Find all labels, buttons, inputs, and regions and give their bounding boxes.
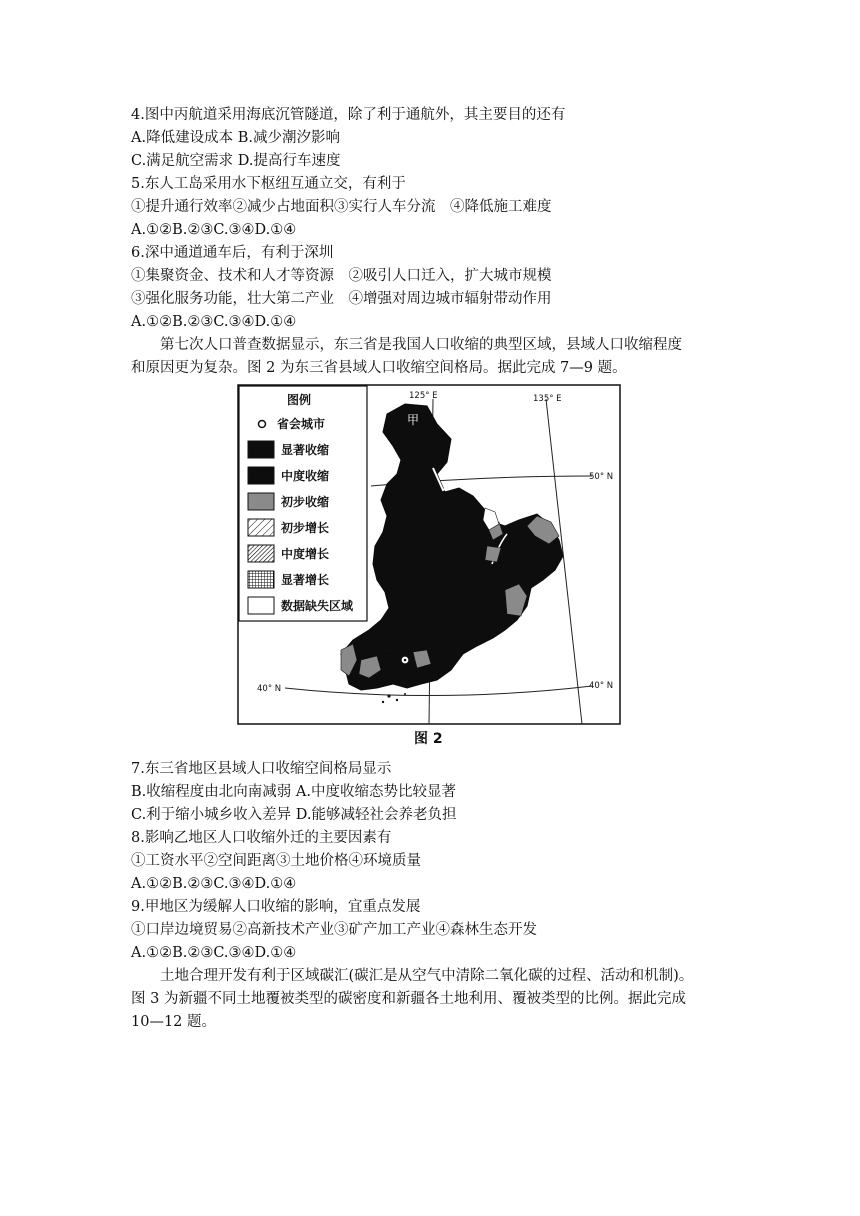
- intro-7-9-line2: 和原因更为复杂。图 2 为东三省县域人口收缩空间格局。据此完成 7—9 题。: [131, 360, 627, 376]
- legend-label-initial-growth: 初步增长: [281, 521, 330, 535]
- legend-label-capital: 省会城市: [277, 417, 326, 431]
- capital-city-marker: [401, 656, 409, 664]
- figure-2-map: [237, 384, 621, 726]
- question-6-options: A.①②B.②③C.③④D.①④: [131, 314, 297, 330]
- intro-7-9-line1: 第七次人口普查数据显示，东三省是我国人口收缩的典型区域，县域人口收缩程度: [160, 337, 682, 353]
- question-9-stem: 9.甲地区为缓解人口收缩的影响，宜重点发展: [131, 899, 421, 915]
- question-4-stem: 4.图中丙航道采用海底沉管隧道，除了利于通航外，其主要目的还有: [131, 107, 566, 123]
- lat-label-40-west: 40° N: [257, 684, 282, 694]
- question-8-stem: 8.影响乙地区人口收缩外迁的主要因素有: [131, 830, 392, 846]
- legend-label-moderate-growth: 中度增长: [281, 547, 330, 561]
- question-9-options: A.①②B.②③C.③④D.①④: [131, 945, 297, 961]
- place-label-jia: 甲: [407, 413, 420, 427]
- lon-label-125: 125° E: [409, 391, 438, 401]
- intro-10-12-line2: 图 3 为新疆不同土地覆被类型的碳密度和新疆各土地利用、覆被类型的比例。据此完成: [131, 991, 686, 1007]
- question-5-stem: 5.东人工岛采用水下枢纽互通立交，有利于: [131, 176, 406, 192]
- question-4-options-ab: A.降低建设成本 B.减少潮汐影响: [131, 130, 340, 146]
- question-8-options: A.①②B.②③C.③④D.①④: [131, 876, 297, 892]
- question-8-statements: ①工资水平②空间距离③土地价格④环境质量: [131, 853, 421, 869]
- intro-10-12-line1: 土地合理开发有利于区域碳汇(碳汇是从空气中清除二氧化碳的过程、活动和机制)。: [160, 968, 694, 984]
- map-svg: [237, 384, 621, 726]
- legend-swatch-initial-growth: [248, 519, 274, 536]
- map-legend: [239, 386, 367, 621]
- question-6-stem: 6.深中通道通车后，有利于深圳: [131, 245, 334, 261]
- legend-swatch-significant-shrink: [248, 441, 274, 458]
- legend-label-significant-shrink: 显著收缩: [281, 443, 330, 457]
- question-6-statements-2: ③强化服务功能，壮大第二产业 ④增强对周边城市辐射带动作用: [131, 291, 552, 307]
- intro-10-12-line3: 10—12 题。: [131, 1014, 217, 1030]
- question-7-stem: 7.东三省地区县域人口收缩空间格局显示: [131, 761, 392, 777]
- legend-swatch-data-missing: [248, 597, 274, 614]
- legend-swatch-significant-growth: [248, 571, 274, 588]
- capital-dot-icon: [259, 421, 266, 428]
- legend-label-data-missing: 数据缺失区域: [281, 599, 354, 613]
- question-7-options-ba: B.收缩程度由北向南减弱 A.中度收缩态势比较显著: [131, 784, 456, 800]
- legend-title: 图例: [287, 393, 312, 407]
- lon-label-135: 135° E: [533, 394, 562, 404]
- question-4-options-cd: C.满足航空需求 D.提高行车速度: [131, 153, 341, 169]
- lat-label-40-east: 40° N: [589, 681, 614, 691]
- legend-label-moderate-shrink: 中度收缩: [281, 469, 330, 483]
- question-5-options: A.①②B.②③C.③④D.①④: [131, 222, 297, 238]
- legend-swatch-moderate-growth: [248, 545, 274, 562]
- legend-swatch-moderate-shrink: [248, 467, 274, 484]
- legend-swatch-initial-shrink: [248, 493, 274, 510]
- lat-label-50: 50° N: [589, 472, 614, 482]
- question-9-statements: ①口岸边境贸易②高新技术产业③矿产加工产业④森林生态开发: [131, 922, 537, 938]
- question-6-statements-1: ①集聚资金、技术和人才等资源 ②吸引人口迁入，扩大城市规模: [131, 268, 552, 284]
- place-label-yi: 乙: [382, 640, 393, 653]
- figure-2-caption: 图 2: [414, 731, 443, 747]
- question-7-options-cd: C.利于缩小城乡收入差异 D.能够减轻社会养老负担: [131, 807, 457, 823]
- legend-label-initial-shrink: 初步收缩: [281, 495, 330, 509]
- legend-label-significant-growth: 显著增长: [281, 573, 330, 587]
- question-5-statements: ①提升通行效率②减少占地面积③实行人车分流 ④降低施工难度: [131, 199, 552, 215]
